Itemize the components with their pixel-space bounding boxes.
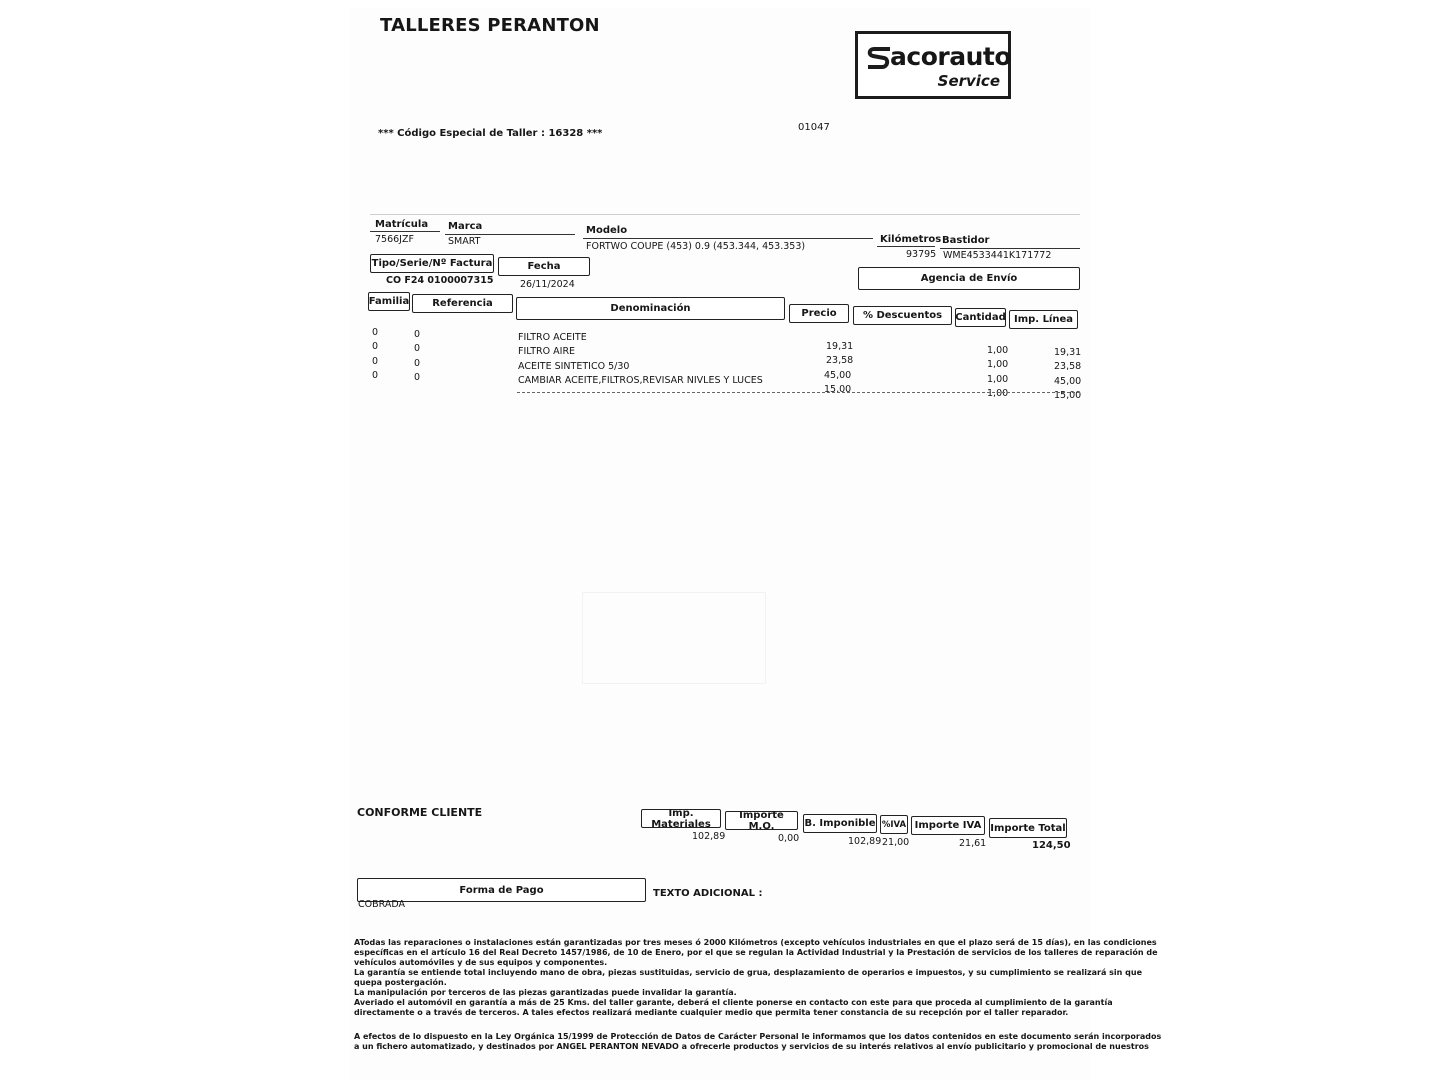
importe-iva-value: 21,61 — [959, 838, 987, 849]
bastidor-rule — [940, 248, 1080, 249]
modelo-label: Modelo — [586, 225, 628, 236]
iva-percent-header: %IVA — [880, 815, 908, 834]
lines-end-rule — [517, 392, 1080, 393]
invoice-number-value: CO F24 0100007315 — [386, 275, 494, 286]
logo-brand-text: acorauto — [890, 42, 1011, 71]
line-referencia: 0 — [414, 358, 421, 369]
col-denominacion-header: Denominación — [516, 297, 785, 320]
s-wing-logo-icon — [866, 46, 892, 70]
mano-obra-header: Importe M.O. — [725, 811, 798, 830]
modelo-rule — [583, 238, 873, 239]
company-name: TALLERES PERANTON — [380, 15, 600, 36]
line-denominacion: FILTRO ACEITE — [518, 332, 587, 343]
base-imponible-value: 102,89 — [848, 836, 882, 847]
line-denominacion: ACEITE SINTETICO 5/30 — [518, 361, 630, 372]
bastidor-value: WME4533441K171772 — [943, 250, 1052, 261]
legal-line: Averiado el automóvil en garantía a más de 25 Kms. del taller garante, deberá el cliente ponerse en contacto con este para que proceda al cumplimiento de la garantía — [354, 998, 1113, 1007]
modelo-value: FORTWO COUPE (453) 0.9 (453.344, 453.353) — [586, 241, 806, 252]
date-header: Fecha — [498, 257, 590, 276]
brand-logo — [855, 31, 1011, 99]
kilometros-rule — [877, 246, 935, 247]
line-referencia: 0 — [414, 329, 421, 340]
marca-value: SMART — [448, 236, 481, 247]
col-imp-linea-header: Imp. Línea — [1009, 310, 1078, 329]
importe-iva-header: Importe IVA — [911, 816, 985, 835]
legal-line: A efectos de lo dispuesto en la Ley Orgánica 15/1999 de Protección de Datos de Carácter Personal le informamos que los datos contenidos en este documento serán incorporados — [354, 1032, 1162, 1041]
line-familia: 0 — [372, 341, 379, 352]
line-precio: 23,58 — [826, 355, 854, 366]
line-precio: 45,00 — [824, 370, 852, 381]
logo-service-text: Service — [937, 72, 1000, 90]
line-cantidad: 1,00 — [987, 359, 1009, 370]
line-denominacion: FILTRO AIRE — [518, 346, 576, 357]
line-familia: 0 — [372, 327, 379, 338]
line-importe: 15,00 — [1054, 390, 1082, 401]
texto-adicional-label: TEXTO ADICIONAL : — [653, 888, 763, 899]
matricula-value: 7566JZF — [375, 234, 414, 245]
line-importe: 45,00 — [1054, 376, 1082, 387]
legal-line: La manipulación por terceros de las piezas garantizadas puede invalidar la garantía. — [354, 988, 737, 997]
conforme-cliente-label: CONFORME CLIENTE — [357, 806, 483, 819]
bastidor-label: Bastidor — [942, 235, 990, 246]
forma-pago-header: Forma de Pago — [357, 878, 646, 902]
line-importe: 19,31 — [1054, 347, 1082, 358]
col-precio-header: Precio — [789, 304, 849, 323]
mano-obra-value: 0,00 — [778, 833, 800, 844]
legal-line: vehículos automóviles y de sus equipos y componentes. — [354, 958, 608, 967]
col-cantidad-header: Cantidad — [955, 308, 1006, 327]
legal-privacy-text — [354, 1032, 1162, 1052]
paper-fold-mark — [582, 592, 766, 684]
line-cantidad: 1,00 — [987, 374, 1009, 385]
line-denominacion: CAMBIAR ACEITE,FILTROS,REVISAR NIVLES Y LUCES — [518, 375, 763, 386]
document-number: 01047 — [798, 122, 830, 133]
base-imponible-header: B. Imponible — [803, 814, 877, 833]
workshop-code: *** Código Especial de Taller : 16328 *** — [378, 128, 603, 139]
kilometros-label: Kilómetros — [880, 234, 942, 245]
marca-label: Marca — [448, 221, 483, 232]
invoice-number-header: Tipo/Serie/Nº Factura — [370, 254, 494, 273]
col-descuentos-header: % Descuentos — [853, 306, 952, 325]
agencia-envio-header: Agencia de Envío — [858, 267, 1080, 290]
legal-line: quepa postergación. — [354, 978, 447, 987]
legal-line: a un fichero automatizado, y destinados por ANGEL PERANTON NEVADO a ofrecerle productos y servicios de su interés relativos al envío publicitario y promocional de nuestros — [354, 1042, 1149, 1051]
importe-total-value: 124,50 — [1032, 840, 1071, 851]
forma-pago-value: COBRADA — [358, 899, 405, 910]
invoice-paper — [350, 8, 1162, 1080]
date-value: 26/11/2024 — [520, 279, 575, 290]
matricula-label: Matrícula — [375, 219, 429, 230]
line-precio: 15,00 — [824, 384, 852, 395]
kilometros-value: 93795 — [906, 249, 937, 260]
legal-line: La garantía se entiende total incluyendo mano de obra, piezas sustituidas, servicio de grua, desplazamiento de operarios e impuestos, y su cumplimiento se realizará sin que — [354, 968, 1142, 977]
line-familia: 0 — [372, 356, 379, 367]
header-top-rule — [370, 214, 1080, 215]
table-row — [0, 370, 1440, 401]
matricula-rule — [370, 231, 440, 232]
col-referencia-header: Referencia — [412, 294, 513, 313]
line-importe: 23,58 — [1054, 361, 1082, 372]
line-cantidad: 1,00 — [987, 388, 1009, 399]
marca-rule — [445, 234, 575, 235]
col-familia-header: Familia — [368, 292, 410, 311]
legal-line: específicas en el artículo 16 del Real Decreto 1457/1986, de 10 de Enero, por el que se regulan la Actividad Industrial y la Prestación de servicios de los talleres de reparación de — [354, 948, 1158, 957]
importe-total-header: Importe Total — [989, 818, 1067, 838]
materiales-header: Imp. Materiales — [641, 809, 721, 828]
iva-percent-value: 21,00 — [882, 837, 910, 848]
legal-line: ATodas las reparaciones o instalaciones están garantizadas por tres meses ó 2000 Kilómetros (excepto vehículos industriales en que el plazo será de 15 días), en las condiciones — [354, 938, 1157, 947]
line-referencia: 0 — [414, 372, 421, 383]
legal-line: directamente o a través de terceros. A tales efectos realizará mediante cualquier medio que permita tener constancia de su recepción por el taller reparador. — [354, 1008, 1069, 1017]
line-precio: 19,31 — [826, 341, 854, 352]
line-familia: 0 — [372, 370, 379, 381]
line-cantidad: 1,00 — [987, 345, 1009, 356]
line-referencia: 0 — [414, 343, 421, 354]
legal-warranty-text — [354, 938, 1158, 1018]
materiales-value: 102,89 — [692, 831, 726, 842]
